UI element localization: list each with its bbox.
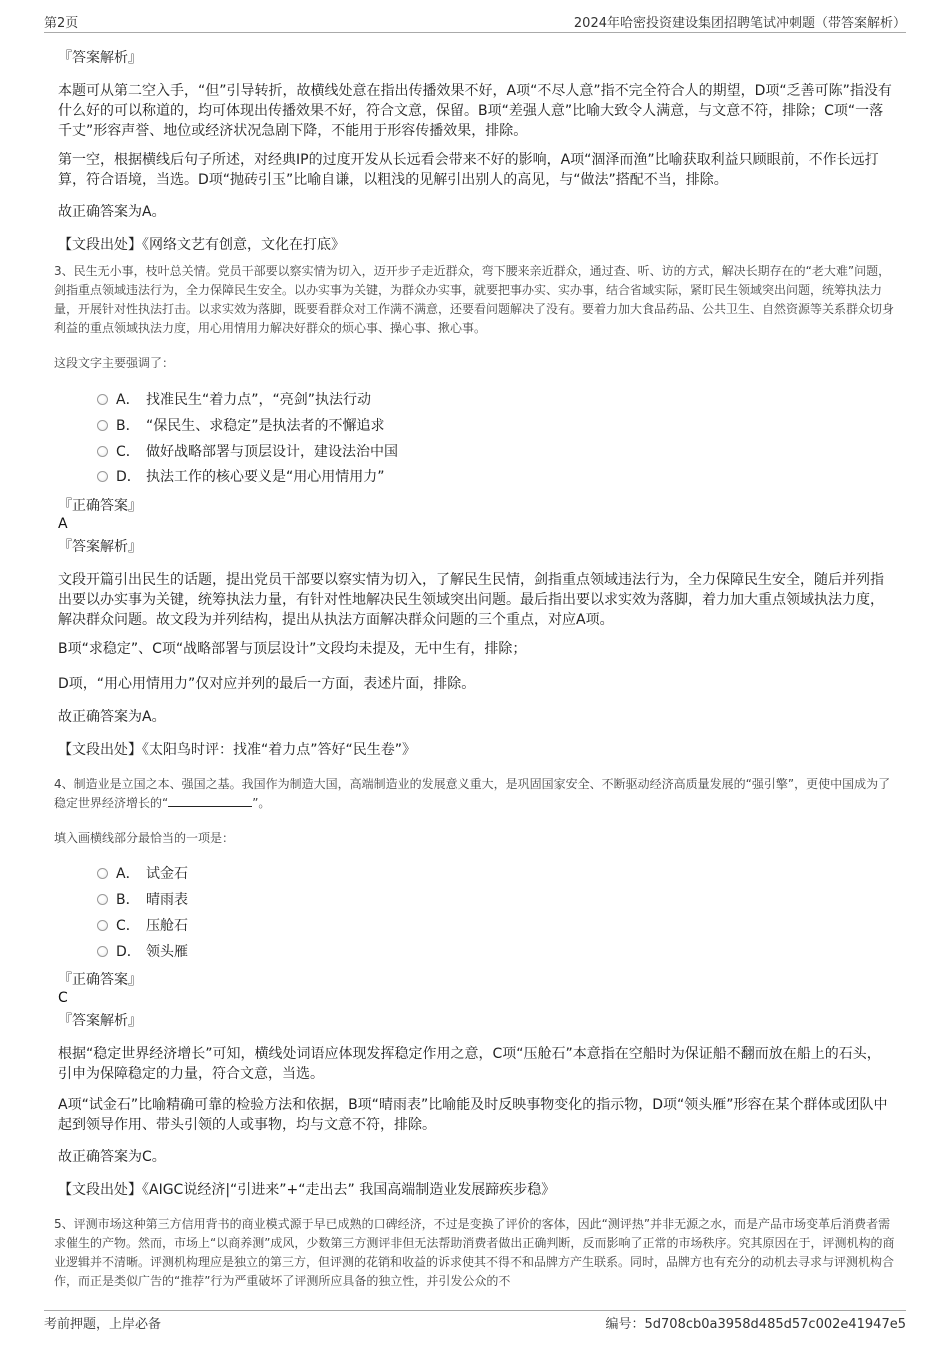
option-letter: B． — [116, 892, 140, 908]
q4-answer: C — [58, 990, 68, 1006]
q3-prompt: 这段文字主要强调了： — [54, 356, 175, 370]
q3-conclusion: 故正确答案为A。 — [58, 709, 166, 725]
radio-button-icon[interactable] — [97, 946, 108, 957]
q3-analysis-para2: B项“求稳定”、C项“战略部署与顶层设计”文段均未提及，无中生有，排除； — [58, 641, 527, 657]
q3-option-c[interactable] — [97, 441, 398, 463]
q4-correct-label: 『正确答案』 — [58, 972, 142, 988]
option-text: “保民生、求稳定”是执法者的不懈追求 — [146, 418, 385, 434]
option-letter: A． — [116, 392, 140, 408]
radio-button-icon[interactable] — [97, 394, 108, 405]
q4-prompt: 填入画横线部分最恰当的一项是： — [54, 831, 235, 845]
q5-stem: 5、评测市场这种第三方信用背书的商业模式源于早已成熟的口碑经济，不过是变换了评价的客体，因此“测评热”并非无源之水，而是产品市场变革后消费者需求催生的产物。然而，市场上“以商养测”成风，少数第三方测评非但无法帮助消费者做出正确判断，反而影响了正常的市场秩序。究其原因在于，评测机构的商业逻辑并不清晰。评测机构理应是独立的第三方，但评测的花销和收益的诉求使其不得不和品牌方产生联系。同时，品牌方也有充分的动机去寻求与评测机构合作，而正是类似广告的“推荐”行为严重破坏了评测所应具备的独立性，并引发公众的不 — [54, 1217, 895, 1288]
q4-option-d[interactable] — [97, 941, 188, 963]
q3-option-a[interactable] — [97, 389, 371, 411]
footer-slogan: 考前押题，上岸必备 — [44, 1317, 162, 1332]
option-letter: C． — [116, 918, 140, 934]
q4-stem — [54, 775, 896, 813]
option-text: 晴雨表 — [146, 892, 188, 908]
page-number: 第2页 — [44, 16, 79, 31]
option-text: 试金石 — [146, 866, 188, 882]
q3-correct-label: 『正确答案』 — [58, 498, 142, 514]
header-divider — [44, 32, 906, 33]
radio-button-icon[interactable] — [97, 446, 108, 457]
option-text: 做好战略部署与顶层设计，建设法治中国 — [146, 444, 398, 460]
q2-analysis-para1: 本题可从第二空入手，“但”引导转折，故横线处意在指出传播效果不好，A项“不尽人意”指不完全符合人的期望，D项“乏善可陈”指没有什么好的可以称道的，均可体现出传播效果不好，符合文意，保留。B项“差强人意”比喻大致令人满意，与文意不符，排除；C项“一落千丈”形容声誉、地位或经济状况急剧下降，不能用于形容传播效果，排除。 — [58, 83, 892, 139]
radio-button-icon[interactable] — [97, 894, 108, 905]
option-letter: A． — [116, 866, 140, 882]
q4-option-a[interactable] — [97, 863, 188, 885]
option-text: 压舱石 — [146, 918, 188, 934]
q2-analysis-label: 『答案解析』 — [58, 50, 142, 66]
q4-analysis-para2: A项“试金石”比喻精确可靠的检验方法和依据，B项“晴雨表”比喻能及时反映事物变化的指示物，D项“领头雁”形容在某个群体或团队中起到领导作用、带头引领的人或事物，均与文意不符，排除。 — [58, 1097, 888, 1133]
document-code: 编号：5d708cb0a3958d485d57c002e41947e5 — [605, 1317, 906, 1332]
q3-option-b[interactable] — [97, 415, 385, 437]
radio-button-icon[interactable] — [97, 868, 108, 879]
radio-button-icon[interactable] — [97, 471, 108, 482]
option-text: 领头雁 — [146, 944, 188, 960]
q3-analysis-para1: 文段开篇引出民生的话题，提出党员干部要以察实情为切入，了解民生民情，剑指重点领域违法行为，全力保障民生安全，随后并列指出要以办实事为关键，统筹执法力量，有针对性地解决民生领域突出问题。最后指出要以求实效为落脚，着力加大重点领域执法力度，解决群众问题。故文段为并列结构，提出从执法方面解决群众问题的三个重点，对应A项。 — [58, 572, 884, 628]
option-letter: D． — [116, 469, 141, 485]
page-header — [44, 12, 906, 32]
q2-source: 【文段出处】《网络文艺有创意，文化在打底》 — [58, 237, 345, 253]
option-text: 找准民生“着力点”，“亮剑”执法行动 — [146, 392, 372, 408]
option-letter: B． — [116, 418, 140, 434]
q4-option-b[interactable] — [97, 889, 188, 911]
q4-source: 【文段出处】《AIGC说经济|“引进来”+“走出去” 我国高端制造业发展蹄疾步稳》 — [58, 1182, 556, 1198]
radio-button-icon[interactable] — [97, 420, 108, 431]
q4-stem-before: 4、制造业是立国之本、强国之基。我国作为制造大国，高端制造业的发展意义重大，是巩固国家安全、不断驱动经济高质量发展的“强引擎”，更使中国成为了稳定世界经济增长的“ — [54, 777, 891, 810]
option-letter: C． — [116, 444, 140, 460]
q3-stem: 3、民生无小事，枝叶总关情。党员干部要以察实情为切入，迈开步子走近群众，弯下腰来亲近群众，通过查、听、访的方式，解决长期存在的“老大难”问题，剑指重点领域违法行为，全力保障民生安全。以办实事为关键，为群众办实事，就要把事办实、实办事，结合省域实际，紧盯民生领域突出问题，统筹执法力量，开展针对性执法打击。以求实效为落脚，既要看群众对工作满不满意，还要看问题解决了没有。要着力加大食品药品、公共卫生、自然资源等关系群众切身利益的重点领域执法力度，用心用情用力解决好群众的烦心事、操心事、揪心事。 — [54, 264, 895, 335]
option-letter: D． — [116, 944, 141, 960]
q2-analysis-para2: 第一空，根据横线后句子所述，对经典IP的过度开发从长远看会带来不好的影响，A项“涸泽而渔”比喻获取利益只顾眼前，不作长远打算，符合语境，当选。D项“抛砖引玉”比喻自谦，以粗浅的见解引出别人的高见，与“做法”搭配不当，排除。 — [58, 152, 879, 188]
q3-source: 【文段出处】《太阳鸟时评：找准“着力点”答好“民生卷”》 — [58, 742, 417, 758]
q4-analysis-label: 『答案解析』 — [58, 1013, 142, 1029]
page-footer — [44, 1313, 906, 1333]
q4-stem-after: ”。 — [252, 796, 271, 810]
q4-conclusion: 故正确答案为C。 — [58, 1149, 166, 1165]
q4-option-c[interactable] — [97, 915, 188, 937]
q2-conclusion: 故正确答案为A。 — [58, 204, 166, 220]
q3-analysis-para3: D项，“用心用情用力”仅对应并列的最后一方面，表述片面，排除。 — [58, 676, 476, 692]
q4-analysis-para1: 根据“稳定世界经济增长”可知，横线处词语应体现发挥稳定作用之意，C项“压舱石”本意指在空船时为保证船不翻而放在船上的石头，引申为保障稳定的力量，符合文意，当选。 — [58, 1046, 881, 1082]
option-text: 执法工作的核心要义是“用心用情用力” — [146, 469, 385, 485]
q3-analysis-label: 『答案解析』 — [58, 539, 142, 555]
document-title: 2024年哈密投资建设集团招聘笔试冲刺题（带答案解析） — [573, 16, 906, 31]
radio-button-icon[interactable] — [97, 920, 108, 931]
q3-option-d[interactable] — [97, 466, 385, 488]
fill-blank — [168, 794, 252, 807]
footer-divider — [44, 1310, 906, 1311]
q3-answer: A — [58, 516, 68, 532]
